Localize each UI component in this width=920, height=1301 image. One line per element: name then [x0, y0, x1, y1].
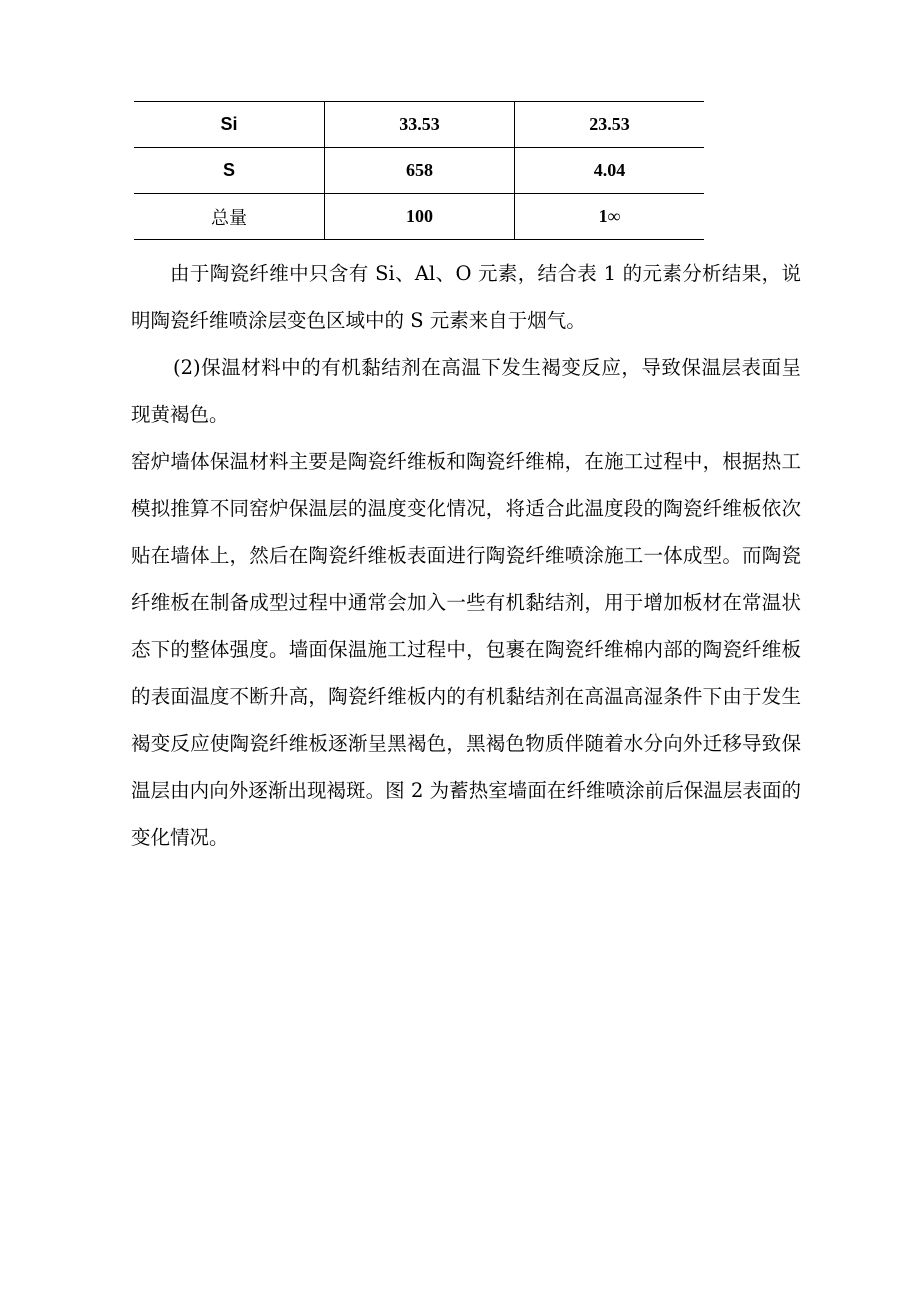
table-cell-value: 23.53: [515, 102, 705, 148]
table-row: [134, 194, 704, 240]
table-cell-value: 4.04: [515, 148, 705, 194]
table-row: [134, 102, 704, 148]
paragraph-sulfur-source: 由于陶瓷纤维中只含有 Si、Al、O 元素，结合表 1 的元素分析结果，说明陶瓷纤维喷涂层变色区域中的 S 元素来自于烟气。: [131, 262, 801, 332]
paragraph-heading-binder-browning: (2)保温材料中的有机黏结剂在高温下发生褐变反应，导致保温层表面呈现黄褐色。: [131, 356, 801, 426]
table-cell-value: 1∞: [515, 194, 705, 240]
table-cell-total-label: 总量: [134, 194, 325, 240]
table-cell-element: S: [134, 148, 325, 194]
element-analysis-table: [134, 101, 704, 240]
table-row: [134, 148, 704, 194]
table-cell-value: 33.53: [325, 102, 515, 148]
paragraph-kiln-insulation: 窑炉墙体保温材料主要是陶瓷纤维板和陶瓷纤维棉，在施工过程中，根据热工模拟推算不同窑炉保温层的温度变化情况，将适合此温度段的陶瓷纤维板依次贴在墙体上，然后在陶瓷纤维板表面进行陶瓷纤维喷涂施工一体成型。而陶瓷纤维板在制备成型过程中通常会加入一些有机黏结剂，用于增加板材在常温状态下的整体强度。墙面保温施工过程中，包裹在陶瓷纤维棉内部的陶瓷纤维板的表面温度不断升高，陶瓷纤维板内的有机黏结剂在高温高湿条件下由于发生褐变反应使陶瓷纤维板逐渐呈黑褐色，黑褐色物质伴随着水分向外迁移导致保温层由内向外逐渐出现褐斑。图 2 为蓄热室墙面在纤维喷涂前后保温层表面的变化情况。: [131, 450, 801, 849]
table-cell-element: Si: [134, 102, 325, 148]
table-cell-value: 100: [325, 194, 515, 240]
table-cell-value: 658: [325, 148, 515, 194]
